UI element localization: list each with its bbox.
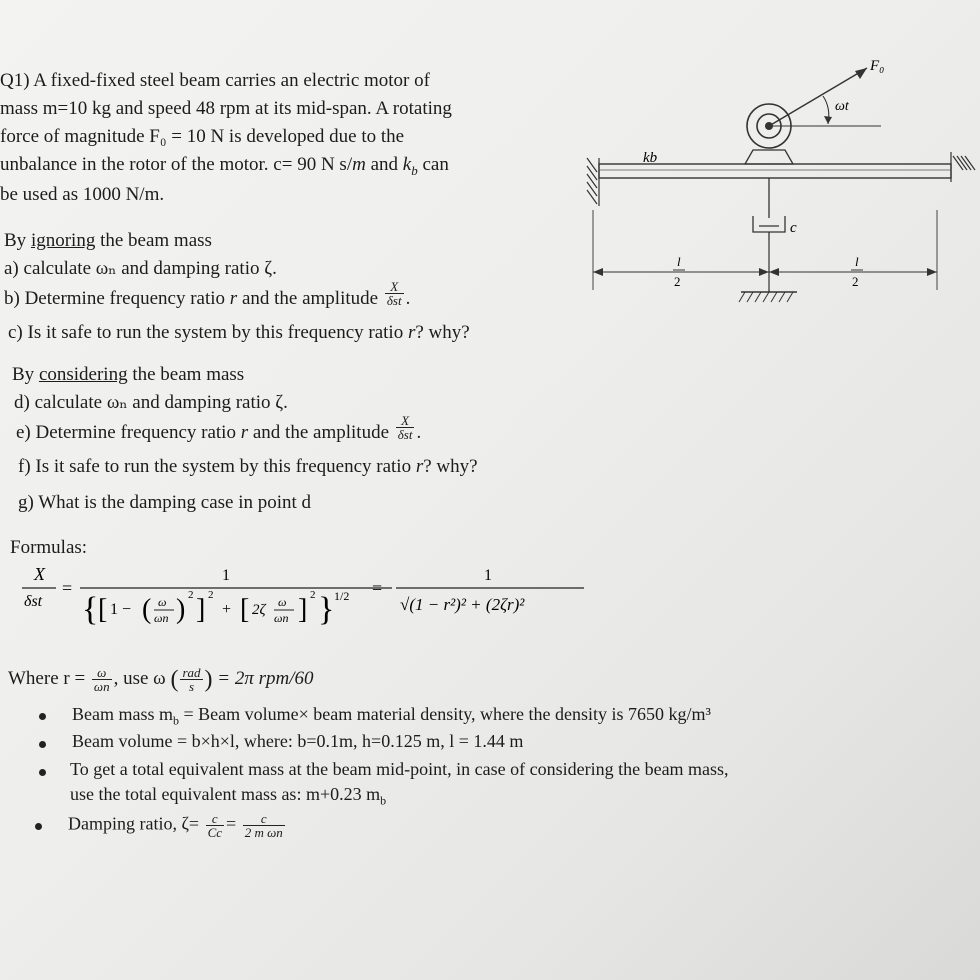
bullet-4-pre: Damping ratio, ζ= xyxy=(68,813,200,834)
bullet-4 xyxy=(68,812,287,839)
where-frac-num: ω xyxy=(97,665,107,680)
problem-kb-symbol: k xyxy=(402,154,412,175)
formula-exp-half: 1/2 xyxy=(334,589,350,603)
damping-frac-1-den: Cc xyxy=(207,825,223,840)
formula-exp-2-c: 2 xyxy=(310,589,316,601)
dim-arrow-mid-right xyxy=(769,268,779,276)
question-e-r: r xyxy=(240,421,249,443)
damper-cylinder xyxy=(753,216,785,232)
damper-label: c xyxy=(790,220,797,236)
formula-omega-2: ω xyxy=(278,595,287,609)
question-c-r: r xyxy=(407,322,416,343)
bullet-3-line-2 xyxy=(70,784,386,809)
formula-exp-2-b: 2 xyxy=(208,589,214,601)
formula-eq-1: = xyxy=(62,578,73,598)
bullet-2: Beam volume = b×h×l, where: b=0.1m, h=0.125 m, l = 1.44 m xyxy=(72,731,524,751)
where-fraction xyxy=(92,666,112,693)
problem-line-4-a: unbalance in the rotor of the motor. c= 90 N s/ xyxy=(0,154,353,175)
amplitude-den-e: δst xyxy=(397,427,413,442)
formula-brace-open: { xyxy=(82,591,99,628)
section1-heading-underlined: ignoring xyxy=(30,230,96,251)
question-c-pre: c) Is it safe to run the system by this frequency ratio xyxy=(8,322,408,343)
dim-left-two: 2 xyxy=(674,274,681,289)
dim-arrow-mid-left xyxy=(759,268,769,276)
angle-arrowhead xyxy=(824,116,832,124)
formula-brace-close: } xyxy=(318,591,335,628)
problem-line-4-f: can xyxy=(417,154,449,175)
problem-line-5: be used as 1000 N/m. xyxy=(0,184,165,205)
bullet-4-eq: = xyxy=(226,813,237,834)
motor-base xyxy=(745,150,793,164)
where-frac-den: ωn xyxy=(93,679,110,694)
problem-line-3: force of magnitude F₀ = 10 N is developed due to the xyxy=(0,126,405,147)
bullet-1 xyxy=(72,704,711,729)
problem-line-2: mass m=10 kg and speed 48 rpm at its mid-span. A rotating xyxy=(0,98,452,119)
amplitude-num-b: X xyxy=(390,279,399,294)
force-vector xyxy=(769,68,867,126)
formula-paren-close: ) xyxy=(176,594,186,625)
formula-paren-open: ( xyxy=(142,594,152,625)
spring-label: kb xyxy=(643,150,658,166)
section2-heading-pre: By xyxy=(12,364,39,385)
formula-rhs-denominator: √(1 − r²)² + (2ζr)² xyxy=(400,595,525,614)
damping-frac-2 xyxy=(243,812,285,839)
formula-lhs-den: δst xyxy=(24,593,43,610)
bullet-dot-1 xyxy=(39,713,46,720)
question-g: g) What is the damping case in point d xyxy=(18,492,312,513)
question-f xyxy=(18,456,478,478)
damping-frac-1 xyxy=(206,812,224,839)
dim-arrow-left xyxy=(593,268,603,276)
formula-omega-n-2: ωn xyxy=(274,611,289,625)
problem-line-1: Q1) A fixed-fixed steel beam carries an electric motor of xyxy=(0,70,430,91)
bullet-1-sub: b xyxy=(173,713,179,728)
question-c xyxy=(8,322,470,344)
section1-heading-pre: By xyxy=(4,230,31,251)
where-pre: Where r = xyxy=(8,667,86,689)
formula-exp-2-a: 2 xyxy=(188,589,194,601)
question-e-pre: e) Determine frequency ratio xyxy=(16,421,241,443)
formula-omega-1: ω xyxy=(158,595,167,609)
section1-heading xyxy=(4,230,212,252)
question-f-post: ? why? xyxy=(423,456,478,477)
bullet-dot-2 xyxy=(39,741,46,748)
force-arrowhead xyxy=(855,68,867,79)
question-a: a) calculate ωₙ and damping ratio ζ. xyxy=(4,258,277,279)
amplitude-den-b: δst xyxy=(386,293,402,308)
rad-den: s xyxy=(180,679,202,693)
amplitude-fraction-b xyxy=(385,280,404,307)
rad-fraction xyxy=(180,666,202,693)
amplitude-fraction-e xyxy=(396,414,415,441)
formula-bracket-2-close: ] xyxy=(298,594,308,625)
question-b: b) Determine frequency ratio r and the amplitude $\frac{X}{\text{δst}}$ . xyxy=(4,279,411,309)
bullet-3-sub: b xyxy=(380,793,387,808)
bullet-3-line-2-text: use the total equivalent mass as: m+0.23 m xyxy=(70,784,381,804)
dim-right-two: 2 xyxy=(852,274,859,289)
formula-two-zeta: 2ζ xyxy=(252,602,266,618)
section1-heading-post: the beam mass xyxy=(95,230,212,251)
dim-left-l: l xyxy=(677,254,681,269)
bullet-1-pre: Beam mass m xyxy=(72,704,173,724)
section2-heading-underlined: considering xyxy=(38,364,128,385)
amplitude-formula xyxy=(22,558,592,628)
formula-lhs-num: X xyxy=(34,564,45,584)
problem-unit-m: m xyxy=(352,154,366,175)
question-e-post: and the amplitude xyxy=(248,421,390,443)
right-wall-hatch xyxy=(951,152,975,182)
formula-bracket-2-open: [ xyxy=(240,594,250,625)
question-b-r: r xyxy=(229,287,238,309)
question-b-pre: b) Determine frequency ratio xyxy=(4,287,230,309)
bullet-dot-4 xyxy=(35,823,42,830)
formula-omega-n-1: ωn xyxy=(154,611,169,625)
problem-line-4 xyxy=(0,154,449,182)
formula-numerator-1: 1 xyxy=(222,567,230,584)
formula-plus: + xyxy=(222,601,232,618)
damping-frac-1-num: c xyxy=(211,811,218,826)
section2-heading-post: the beam mass xyxy=(127,364,245,385)
question-b-post: and the amplitude xyxy=(237,287,379,309)
where-line: Where r = $\frac{\omega}{\omega n}$ , use ω ( $\frac{\text{rad}}{s}$ ) = 2π rpm/60 xyxy=(8,665,314,694)
beam xyxy=(599,164,951,178)
force-label: F₀ xyxy=(870,58,885,74)
section2-heading xyxy=(12,364,244,386)
angle-label: ωt xyxy=(835,99,849,114)
formula-eq-2: = xyxy=(372,578,383,598)
where-post: = 2π rpm/60 xyxy=(217,667,314,689)
beam-motor-diagram xyxy=(585,40,980,320)
left-wall-hatch xyxy=(587,158,599,206)
bullet-dot-3 xyxy=(39,769,46,776)
formula-bracket-1-close: ] xyxy=(196,594,206,625)
bullet-1-post: = Beam volume× beam material density, where the density is 7650 kg/m³ xyxy=(179,704,711,724)
question-d: d) calculate ωₙ and damping ratio ζ. xyxy=(14,392,288,413)
question-f-pre: f) Is it safe to run the system by this frequency ratio xyxy=(18,456,416,477)
question-f-r: r xyxy=(415,456,424,477)
formula-numerator-2: 1 xyxy=(484,567,492,584)
damping-frac-2-den: 2 m ωn xyxy=(244,825,283,840)
question-e: e) Determine frequency ratio r and the amplitude $\frac{X}{\text{δst}}$ . xyxy=(16,413,422,443)
ground-hatch xyxy=(739,292,793,302)
problem-kb-sub: b xyxy=(411,162,418,178)
bullet-3-line-1: To get a total equivalent mass at the beam mid-point, in case of considering the beam mass, xyxy=(70,759,729,779)
where-mid: , use ω xyxy=(113,667,166,689)
question-c-post: ? why? xyxy=(415,322,470,343)
amplitude-num-e: X xyxy=(401,413,410,428)
rad-num: rad xyxy=(182,665,201,680)
dim-arrow-right xyxy=(927,268,937,276)
formula-bracket-1-open: [ xyxy=(98,594,108,625)
problem-line-4-c: and xyxy=(365,154,403,175)
formula-one-minus: 1 − xyxy=(110,601,132,618)
damping-frac-2-num: c xyxy=(260,811,267,826)
dim-right-l: l xyxy=(855,254,859,269)
formulas-heading: Formulas: xyxy=(10,537,88,558)
